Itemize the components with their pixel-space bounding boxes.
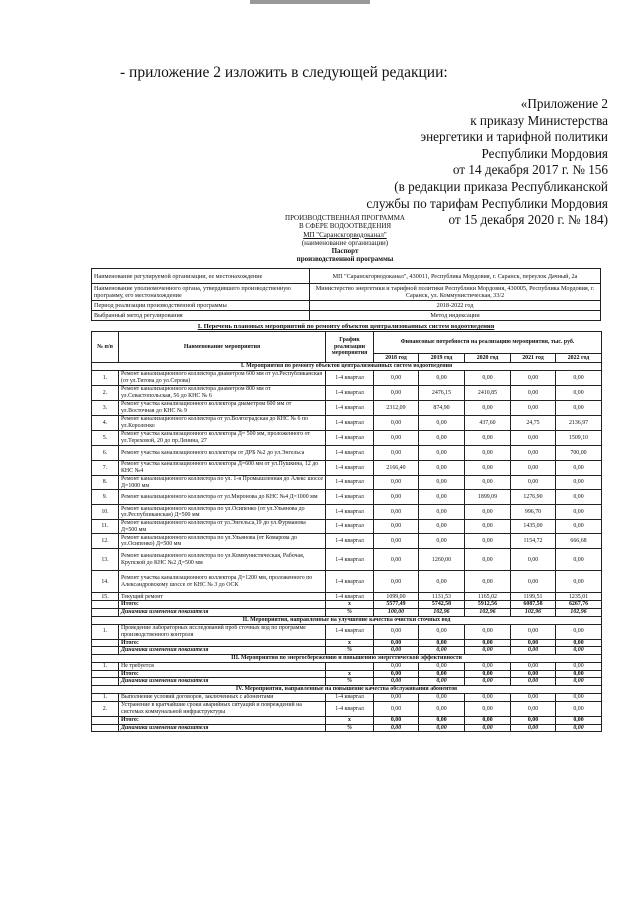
value-cell: 0,00 xyxy=(419,371,465,386)
value-cell: 1276,90 xyxy=(511,490,556,505)
section-heading: III. Мероприятия по энергосбережению и повышению энергетической эффективности xyxy=(92,654,602,662)
annex-line: службы по тарифам Республики Мордовия xyxy=(366,195,608,211)
schedule-cell: 1-4 квартал xyxy=(326,571,374,593)
passport-value: 2018-2022 год xyxy=(310,301,601,311)
row-number-empty xyxy=(92,647,119,655)
value-cell: 0,00 xyxy=(465,549,511,571)
value-cell: 0,00 xyxy=(374,678,419,686)
value-cell: 0,00 xyxy=(556,461,602,476)
schedule-cell: 1-4 квартал xyxy=(326,624,374,639)
value-cell: 0,00 xyxy=(374,520,419,534)
value-cell: 0,00 xyxy=(419,476,465,490)
value-cell: 0,00 xyxy=(556,520,602,534)
value-cell: 0,00 xyxy=(465,716,511,724)
value-cell: 0,00 xyxy=(511,662,556,670)
measure-name: Текущий ремонт xyxy=(119,593,326,601)
value-cell: 1435,00 xyxy=(511,520,556,534)
measure-name: Устранение в кратчайшие сроки аварийных ситуаций и повреждений на системах коммунальной инфраструктуры xyxy=(119,701,326,716)
value-cell: 700,00 xyxy=(556,446,602,461)
measure-name: Не требуется xyxy=(119,662,326,670)
unit-cell: x xyxy=(326,639,374,647)
value-cell: 0,00 xyxy=(374,571,419,593)
dynamics-label: Динамика изменения показателя xyxy=(119,608,326,616)
value-cell: 1131,53 xyxy=(419,593,465,601)
row-number-empty xyxy=(92,716,119,724)
schedule-cell: 1-4 квартал xyxy=(326,476,374,490)
passport-label: Выбранный метод регулирования xyxy=(92,311,310,321)
value-cell: 2136,97 xyxy=(556,416,602,431)
value-cell: 0,00 xyxy=(556,624,602,639)
value-cell: 0,00 xyxy=(465,534,511,549)
total-label: Итого: xyxy=(119,716,326,724)
value-cell: 0,00 xyxy=(374,670,419,678)
measure-name: Ремонт канализационного коллектора диаметром 800 мм от ул.Севастопольская, 56 до КНС № 6 xyxy=(119,386,326,401)
value-cell: 0,00 xyxy=(511,724,556,732)
unit-cell: % xyxy=(326,678,374,686)
value-cell: 0,00 xyxy=(419,716,465,724)
value-cell: 0,00 xyxy=(374,490,419,505)
measure-name: Ремонт участка канализационного коллектора от ДРБ №2 до ул.Энгельса xyxy=(119,446,326,461)
value-cell: 0,00 xyxy=(419,639,465,647)
value-cell: 0,00 xyxy=(556,724,602,732)
value-cell: 2476,15 xyxy=(419,386,465,401)
table-row xyxy=(92,593,602,601)
value-cell: 0,00 xyxy=(556,386,602,401)
table-row xyxy=(92,371,602,386)
value-cell: 0,00 xyxy=(465,505,511,520)
value-cell: 0,00 xyxy=(465,371,511,386)
measure-name: Ремонт канализационного коллектора от ул.Энгельса,19 до ул.Фурманова Д=500 мм xyxy=(119,520,326,534)
row-number: 11. xyxy=(92,520,119,534)
value-cell: 0,00 xyxy=(556,549,602,571)
schedule-cell: 1-4 квартал xyxy=(326,416,374,431)
value-cell: 2410,85 xyxy=(465,386,511,401)
total-row xyxy=(92,670,602,678)
value-cell: 0,00 xyxy=(556,371,602,386)
value-cell: 0,00 xyxy=(419,416,465,431)
row-number: 1. xyxy=(92,371,119,386)
value-cell: 0,00 xyxy=(374,662,419,670)
annex-line: «Приложение 2 xyxy=(520,96,608,111)
table-row xyxy=(92,401,602,416)
value-cell: 0,00 xyxy=(419,505,465,520)
passport-title: Паспорт xyxy=(331,247,359,256)
measure-name: Ремонт канализационного коллектора по ул.Осипенко (от ул.Ульянова до ул.Республиканская) Д=500 мм xyxy=(119,505,326,520)
row-number: 1. xyxy=(92,624,119,639)
row-number-empty xyxy=(92,678,119,686)
row-number-empty xyxy=(92,670,119,678)
value-cell: 0,00 xyxy=(374,416,419,431)
program-header xyxy=(150,214,540,264)
organization-name: МП "Саранскгорводоканал" xyxy=(303,230,387,239)
section-title: I. Перечень плановых мероприятий по ремонту объектов централизованных систем водоотведения xyxy=(197,323,495,330)
value-cell: 6087,58 xyxy=(511,601,556,609)
value-cell: 0,00 xyxy=(511,647,556,655)
unit-cell: % xyxy=(326,724,374,732)
measure-name: Ремонт канализационного коллектора от ул.Миронова до КНС №4 Д=1000 мм xyxy=(119,490,326,505)
passport-table xyxy=(91,268,601,321)
value-cell: 0,00 xyxy=(465,461,511,476)
value-cell: 1165,02 xyxy=(465,593,511,601)
measure-name: Выполнение условий договоров, заключенных с абонентами xyxy=(119,693,326,701)
row-number: 4. xyxy=(92,416,119,431)
table-row xyxy=(92,416,602,431)
measure-name: Проведение лабораторных исследований проб сточных вод по программе производственного контроля xyxy=(119,624,326,639)
measure-name: Ремонт канализационного коллектора диаметром 600 мм от ул.Республиканская (от ул.Титова до ул.Серова) xyxy=(119,371,326,386)
value-cell: 102,96 xyxy=(556,608,602,616)
dynamics-label: Динамика изменения показателя xyxy=(119,678,326,686)
schedule-cell: 1-4 квартал xyxy=(326,401,374,416)
table-row xyxy=(92,549,602,571)
value-cell: 0,00 xyxy=(374,371,419,386)
value-cell: 0,00 xyxy=(374,431,419,446)
value-cell: 0,00 xyxy=(419,647,465,655)
passport-subtitle: производственной программы xyxy=(296,255,394,264)
value-cell: 24,75 xyxy=(511,416,556,431)
col-header-year: 2021 год xyxy=(511,354,556,363)
value-cell: 0,00 xyxy=(374,701,419,716)
value-cell: 2312,09 xyxy=(374,401,419,416)
value-cell: 5742,58 xyxy=(419,601,465,609)
value-cell: 0,00 xyxy=(511,693,556,701)
value-cell: 0,00 xyxy=(465,624,511,639)
row-number: 1. xyxy=(92,693,119,701)
passport-row xyxy=(92,311,601,321)
value-cell: 0,00 xyxy=(374,624,419,639)
annex-line: от 15 декабря 2020 г. № 184) xyxy=(448,212,608,228)
row-number: 3. xyxy=(92,401,119,416)
value-cell: 0,00 xyxy=(465,678,511,686)
annex-line: энергетики и тарифной политики xyxy=(420,129,608,145)
header-row xyxy=(92,332,602,354)
value-cell: 666,68 xyxy=(556,534,602,549)
value-cell: 0,00 xyxy=(465,724,511,732)
value-cell: 0,00 xyxy=(419,662,465,670)
value-cell: 0,00 xyxy=(556,670,602,678)
schedule-cell: 1-4 квартал xyxy=(326,386,374,401)
value-cell: 0,00 xyxy=(556,639,602,647)
value-cell: 0,00 xyxy=(556,490,602,505)
value-cell: 0,00 xyxy=(374,716,419,724)
schedule-cell: 1-4 квартал xyxy=(326,593,374,601)
value-cell: 0,00 xyxy=(511,371,556,386)
row-number: 14. xyxy=(92,571,119,593)
value-cell: 0,00 xyxy=(374,386,419,401)
value-cell: 1199,51 xyxy=(511,593,556,601)
table-row xyxy=(92,505,602,520)
section-heading-row xyxy=(92,685,602,693)
table-row xyxy=(92,446,602,461)
annex-block xyxy=(366,96,608,229)
row-number: 6. xyxy=(92,446,119,461)
value-cell: 2166,40 xyxy=(374,461,419,476)
col-header-year: 2022 год xyxy=(556,354,602,363)
value-cell: 0,00 xyxy=(511,624,556,639)
row-number: 10. xyxy=(92,505,119,520)
dynamics-row xyxy=(92,647,602,655)
unit-cell: x xyxy=(326,716,374,724)
passport-value: Министерство энергетики и тарифной политики Республики Мордовия, 430005, Республика Мордовия, г. Саранск, ул. Коммунистическая, 33/2 xyxy=(310,284,601,301)
dynamics-row xyxy=(92,608,602,616)
col-header-name: Наименование мероприятия xyxy=(119,332,326,363)
passport-row xyxy=(92,301,601,311)
section-heading-row xyxy=(92,363,602,371)
value-cell: 0,00 xyxy=(556,662,602,670)
value-cell: 874,90 xyxy=(419,401,465,416)
value-cell: 6267,76 xyxy=(556,601,602,609)
value-cell: 0,00 xyxy=(511,716,556,724)
value-cell: 0,00 xyxy=(419,520,465,534)
annex-line: Республики Мордовия xyxy=(481,145,608,161)
value-cell: 0,00 xyxy=(511,670,556,678)
value-cell: 0,00 xyxy=(511,549,556,571)
value-cell: 0,00 xyxy=(511,701,556,716)
value-cell: 0,00 xyxy=(556,476,602,490)
value-cell: 102,96 xyxy=(419,608,465,616)
value-cell: 0,00 xyxy=(465,401,511,416)
value-cell: 5912,56 xyxy=(465,601,511,609)
value-cell: 0,00 xyxy=(419,701,465,716)
table-row xyxy=(92,386,602,401)
value-cell: 1260,00 xyxy=(419,549,465,571)
value-cell: 0,00 xyxy=(465,647,511,655)
passport-label: Период реализации производственной программы xyxy=(92,301,310,311)
schedule-cell: 1-4 квартал xyxy=(326,549,374,571)
row-number: 5. xyxy=(92,431,119,446)
table-row xyxy=(92,571,602,593)
value-cell: 1154,72 xyxy=(511,534,556,549)
section-heading: IV. Мероприятия, направленные на повышение качества обслуживания абонентов xyxy=(92,685,602,693)
schedule-cell: 1-4 квартал xyxy=(326,701,374,716)
measure-name: Ремонт канализационного коллектора от ул.Волгоградская до КНС № 6 по ул.Короленко xyxy=(119,416,326,431)
table-row xyxy=(92,534,602,549)
value-cell: 0,00 xyxy=(556,505,602,520)
schedule-cell: 1-4 квартал xyxy=(326,520,374,534)
row-number: 9. xyxy=(92,490,119,505)
col-header-finance: Финансовые потребности на реализацию мероприятия, тыс. руб. xyxy=(374,332,602,354)
dynamics-row xyxy=(92,724,602,732)
value-cell: 0,00 xyxy=(465,446,511,461)
section-heading: I. Мероприятия по ремонту объектов централизованных систем водоотведения xyxy=(92,363,602,371)
row-number-empty xyxy=(92,724,119,732)
value-cell: 0,00 xyxy=(374,446,419,461)
value-cell: 0,00 xyxy=(465,693,511,701)
value-cell: 0,00 xyxy=(511,446,556,461)
value-cell: 0,00 xyxy=(556,701,602,716)
measures-table xyxy=(91,331,602,732)
value-cell: 0,00 xyxy=(419,670,465,678)
value-cell: 0,00 xyxy=(556,401,602,416)
value-cell: 0,00 xyxy=(419,490,465,505)
value-cell: 0,00 xyxy=(419,624,465,639)
value-cell: 100,00 xyxy=(374,608,419,616)
row-number: 2. xyxy=(92,701,119,716)
annex-line: к приказу Министерства xyxy=(470,112,608,128)
value-cell: 0,00 xyxy=(419,431,465,446)
value-cell: 0,00 xyxy=(465,571,511,593)
program-title: ПРОИЗВОДСТВЕННАЯ ПРОГРАММА xyxy=(285,214,405,222)
passport-label: Наименование уполномоченного органа, утвердившего производственную программу, его местонахождение xyxy=(92,284,310,301)
total-row xyxy=(92,716,602,724)
value-cell: 0,00 xyxy=(419,461,465,476)
value-cell: 0,00 xyxy=(465,639,511,647)
value-cell: 1899,09 xyxy=(465,490,511,505)
schedule-cell: 1-4 квартал xyxy=(326,490,374,505)
value-cell: 0,00 xyxy=(556,678,602,686)
scan-artifact xyxy=(250,0,370,4)
annex-line: от 14 декабря 2017 г. № 156 xyxy=(452,162,608,178)
measure-name: Ремонт канализационного коллектора по ул.Коммунистическая, Рабочая, Крупской до КНС №2 Д=500 мм xyxy=(119,549,326,571)
schedule-cell: 1-4 квартал xyxy=(326,446,374,461)
value-cell: 0,00 xyxy=(419,693,465,701)
intro-text: - приложение 2 изложить в следующей редакции: xyxy=(120,64,448,81)
total-label: Итого: xyxy=(119,601,326,609)
measure-name: Ремонт участка канализационного коллектора Д= 500 мм, проложенного от ул.Тереховой, 20 до пр.Ленина, 27 xyxy=(119,431,326,446)
section-heading-row xyxy=(92,616,602,624)
value-cell: 0,00 xyxy=(374,534,419,549)
value-cell: 0,00 xyxy=(374,549,419,571)
value-cell: 0,00 xyxy=(374,476,419,490)
value-cell: 1235,01 xyxy=(556,593,602,601)
value-cell: 1509,10 xyxy=(556,431,602,446)
section-heading: II. Мероприятия, направленные на улучшение качества очистки сточных вод xyxy=(92,616,602,624)
col-header-year: 2018 год xyxy=(374,354,419,363)
schedule-cell: 1-4 квартал xyxy=(326,534,374,549)
value-cell: 0,00 xyxy=(419,724,465,732)
value-cell: 0,00 xyxy=(374,693,419,701)
value-cell: 0,00 xyxy=(419,678,465,686)
passport-row xyxy=(92,269,601,284)
section-heading-row xyxy=(92,654,602,662)
row-number-empty xyxy=(92,601,119,609)
unit-cell: % xyxy=(326,608,374,616)
table-row xyxy=(92,490,602,505)
organization-note: (наименование организации) xyxy=(301,238,389,247)
row-number-empty xyxy=(92,639,119,647)
schedule-cell: 1-4 квартал xyxy=(326,371,374,386)
col-header-num: № п/п xyxy=(92,332,119,363)
row-number: 2. xyxy=(92,386,119,401)
row-number: 1. xyxy=(92,662,119,670)
dynamics-label: Динамика изменения показателя xyxy=(119,647,326,655)
schedule-cell xyxy=(326,662,374,670)
unit-cell: % xyxy=(326,647,374,655)
value-cell: 0,00 xyxy=(556,571,602,593)
table-row xyxy=(92,431,602,446)
value-cell: 0,00 xyxy=(511,386,556,401)
value-cell: 0,00 xyxy=(511,639,556,647)
passport-value: МП "Саранскгорводоканал", 430011, Республика Мордовия, г. Саранск, переулок Дачный, 2а xyxy=(310,269,601,284)
annex-line: (в редакции приказа Республиканской xyxy=(394,178,608,194)
measure-name: Ремонт участка канализационного коллектора Д=600 мм от ул.Пушкина, 12 до КНС №4 xyxy=(119,461,326,476)
value-cell: 0,00 xyxy=(419,571,465,593)
value-cell: 0,00 xyxy=(465,431,511,446)
dynamics-label: Динамика изменения показателя xyxy=(119,724,326,732)
value-cell: 102,96 xyxy=(465,608,511,616)
schedule-cell: 1-4 квартал xyxy=(326,505,374,520)
value-cell: 0,00 xyxy=(511,401,556,416)
col-header-year: 2019 год xyxy=(419,354,465,363)
value-cell: 0,00 xyxy=(465,670,511,678)
schedule-cell: 1-4 квартал xyxy=(326,461,374,476)
value-cell: 0,00 xyxy=(374,639,419,647)
value-cell: 0,00 xyxy=(556,693,602,701)
value-cell: 0,00 xyxy=(465,520,511,534)
value-cell: 0,00 xyxy=(556,716,602,724)
passport-row xyxy=(92,284,601,301)
value-cell: 0,00 xyxy=(374,647,419,655)
value-cell: 0,00 xyxy=(374,505,419,520)
row-number: 7. xyxy=(92,461,119,476)
value-cell: 102,96 xyxy=(511,608,556,616)
total-label: Итого: xyxy=(119,639,326,647)
value-cell: 0,00 xyxy=(511,678,556,686)
value-cell: 0,00 xyxy=(465,476,511,490)
program-subtitle: В СФЕРЕ ВОДООТВЕДЕНИЯ xyxy=(298,222,392,231)
value-cell: 0,00 xyxy=(465,701,511,716)
value-cell: 0,00 xyxy=(511,461,556,476)
row-number: 15. xyxy=(92,593,119,601)
value-cell: 0,00 xyxy=(419,534,465,549)
dynamics-row xyxy=(92,678,602,686)
table-row xyxy=(92,662,602,670)
measure-name: Ремонт канализационного коллектора по ул.Ульянова (от Комарова до ул.Осипенко) Д=500 мм xyxy=(119,534,326,549)
row-number: 13. xyxy=(92,549,119,571)
unit-cell: x xyxy=(326,601,374,609)
value-cell: 437,60 xyxy=(465,416,511,431)
passport-label: Наименование регулируемой организации, ее местонахождение xyxy=(92,269,310,284)
row-number: 8. xyxy=(92,476,119,490)
value-cell: 0,00 xyxy=(511,476,556,490)
value-cell: 0,00 xyxy=(511,571,556,593)
value-cell: 996,70 xyxy=(511,505,556,520)
total-label: Итого: xyxy=(119,670,326,678)
value-cell: 5577,49 xyxy=(374,601,419,609)
measure-name: Ремонт участка канализационного коллектора Д=1200 мм, проложенного по Александровскому шоссе от КНС № 3 до ОСК xyxy=(119,571,326,593)
value-cell: 1099,00 xyxy=(374,593,419,601)
value-cell: 0,00 xyxy=(465,662,511,670)
value-cell: 0,00 xyxy=(511,431,556,446)
table-row xyxy=(92,693,602,701)
col-header-year: 2020 год xyxy=(465,354,511,363)
value-cell: 0,00 xyxy=(556,647,602,655)
row-number-empty xyxy=(92,608,119,616)
schedule-cell: 1-4 квартал xyxy=(326,693,374,701)
passport-value: Метод индексации xyxy=(310,311,601,321)
measure-name: Ремонт канализационного коллектора по ул. 1-я Промышленная до Алекс шоссе Д=1000 мм xyxy=(119,476,326,490)
schedule-cell: 1-4 квартал xyxy=(326,431,374,446)
table-row xyxy=(92,701,602,716)
table-row xyxy=(92,476,602,490)
value-cell: 0,00 xyxy=(419,446,465,461)
measure-name: Ремонт участка канализационного коллектора диаметром 600 мм от ул.Восточная до КНС № 9 xyxy=(119,401,326,416)
unit-cell: x xyxy=(326,670,374,678)
table-row xyxy=(92,624,602,639)
table-row xyxy=(92,520,602,534)
total-row xyxy=(92,601,602,609)
total-row xyxy=(92,639,602,647)
row-number: 12. xyxy=(92,534,119,549)
col-header-schedule: График реализации мероприятия xyxy=(326,332,374,363)
table-row xyxy=(92,461,602,476)
value-cell: 0,00 xyxy=(374,724,419,732)
